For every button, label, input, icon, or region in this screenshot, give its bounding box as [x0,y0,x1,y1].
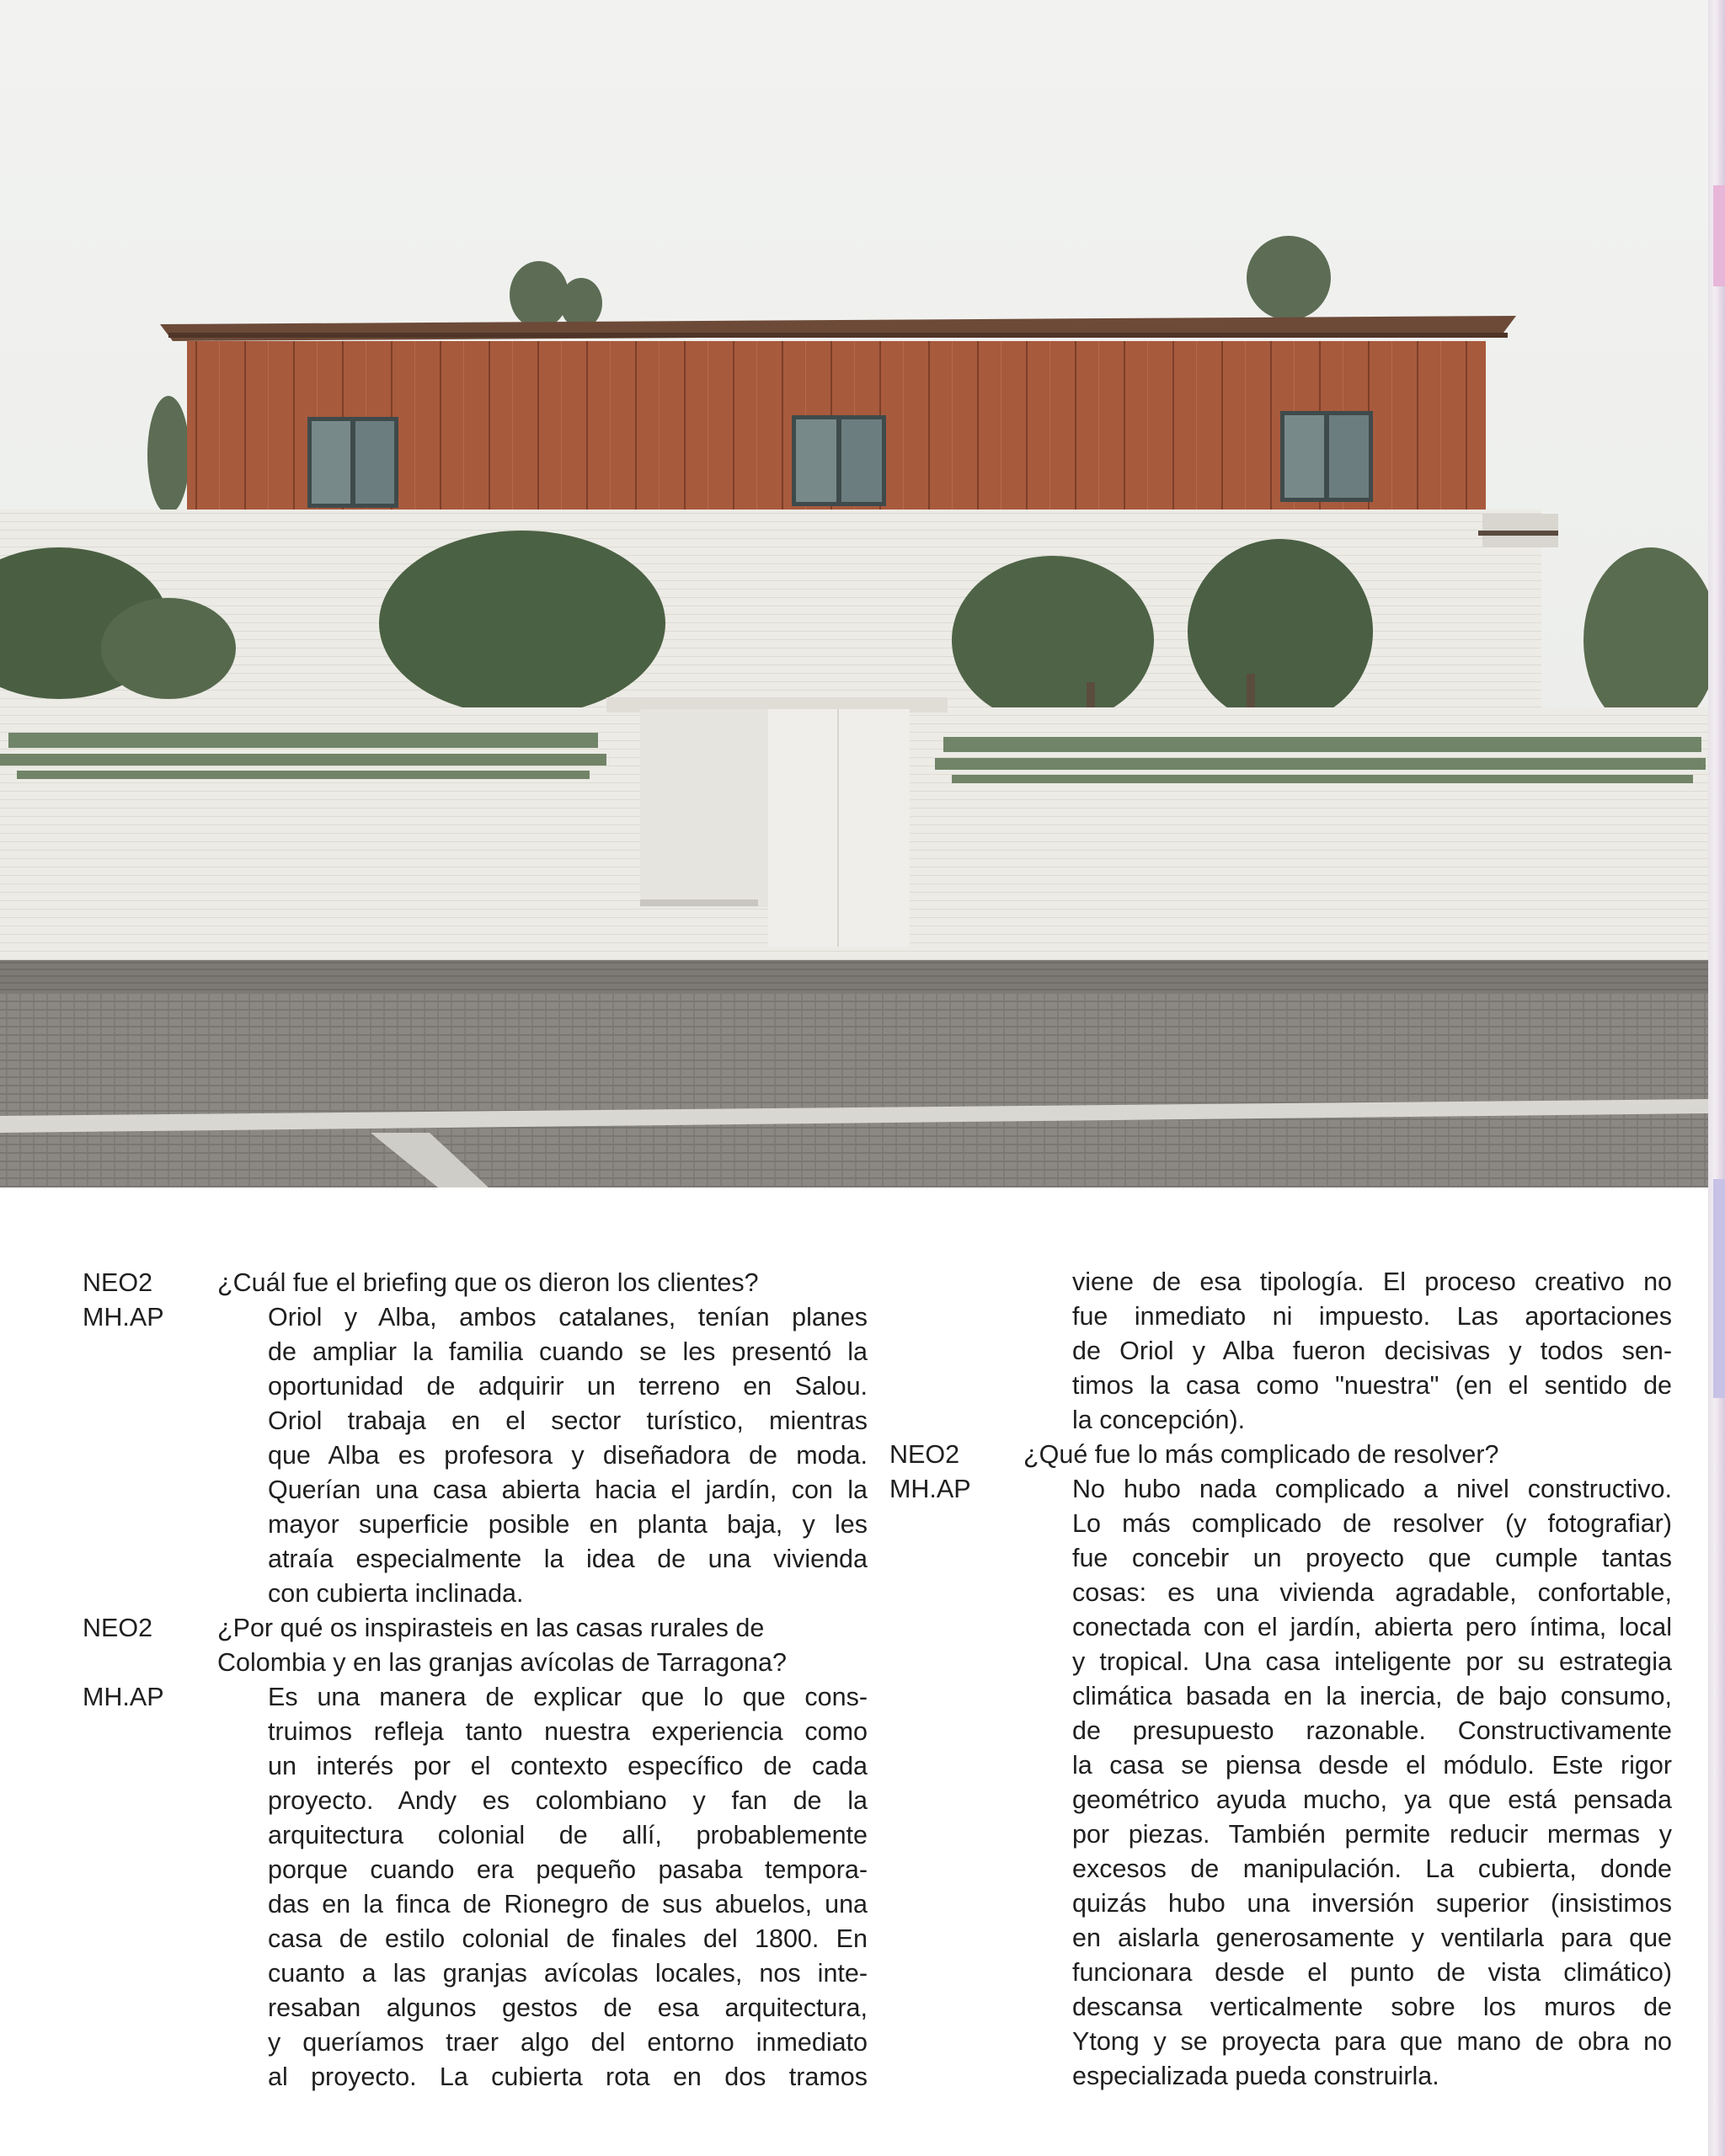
answer-2: Es una manera de explicar que lo que cons- truimos refleja tanto nuestra experiencia como un interés por el contexto específico de cada proyecto. Andy es colombiano y fan de la arquitectura colonial de allí, probablemente porque cuando era pequeño pasaba tempora- das en la finca de Rionegro de sus abuelos, una casa de estilo colonial de finales del 1800. En cuanto a las granjas avícolas locales, nos inte- resaban algunos gestos de esa arquitectura, y queríamos traer algo del entorno inmediato al proyecto. La cubierta rota en dos tramos [268,1683,868,2091]
question-2: ¿Por qué os inspirasteis en las casas rurales de Colombia y en las granjas avícolas de Tarragona? [217,1614,787,1677]
speaker-label: NEO2 [83,1268,153,1297]
planter [640,899,758,906]
pavement-edge [0,960,1708,994]
answer-2-continued: viene de esa tipología. El proceso creativo no fue inmediato ni impuesto. Las aportaciones de Oriol y Alba fueron decisivas y todos sen- timos la casa como "nuestra" (en el sentido de la concepción). [1072,1267,1672,1434]
speaker-label: MH.AP [83,1303,164,1331]
speaker-label: NEO2 [889,1440,960,1469]
roof-shadow [168,333,1508,338]
pavement [0,960,1708,1187]
question-1: ¿Cuál fue el briefing que os dieron los clientes? [217,1268,759,1297]
speaker-label: MH.AP [889,1475,971,1503]
spine-color-mark [1713,185,1725,286]
answer-1: Oriol y Alba, ambos catalanes, tenían planes de ampliar la familia cuando se les presentó la oportunidad de adquirir un terreno en Salou. Oriol trabaja en el sector turístico, mientras que Alba es profesora y diseñadora de moda. Querían una casa abierta hacia el jardín, con la mayor superficie posible en planta baja, y les atraía especialmente la idea de una vivienda con cubierta inclinada. [268,1303,868,1608]
gate-niche [640,709,775,907]
page-spine [1708,0,1725,2156]
question-3: ¿Qué fue lo más complicado de resolver? [1023,1440,1499,1469]
speaker-label: MH.AP [83,1683,164,1711]
spine-color-mark [1713,1179,1725,1398]
side-canopy-edge [1478,531,1558,536]
answer-3: No hubo nada complicado a nivel constructivo. Lo más complicado de resolver (y fotografiar) fue concebir un proyecto que cumple tantas cosas: es una vivienda agradable, confortable, conectada con el jardín, abierta pero íntima, local y tropical. Una casa inteligente por su estrategia climática basada en la inercia, de bajo consumo, de presupuesto razonable. Constructivamente la casa se piensa desde el módulo. Este rigor geométrico ayuda mucho, ya que está pensada por piezas. También permite reducir mermas y excesos de manipulación. La cubierta, donde quizás hubo una inversión superior (insistimos en aislarla generosamente y ventilarla para que funcionara desde el punto de vista climático) descansa verticalmente sobre los muros de Ytong y se proyecta para que mano de obra no especializada pueda construirla. [1072,1475,1672,2090]
speaker-label: NEO2 [83,1614,153,1642]
